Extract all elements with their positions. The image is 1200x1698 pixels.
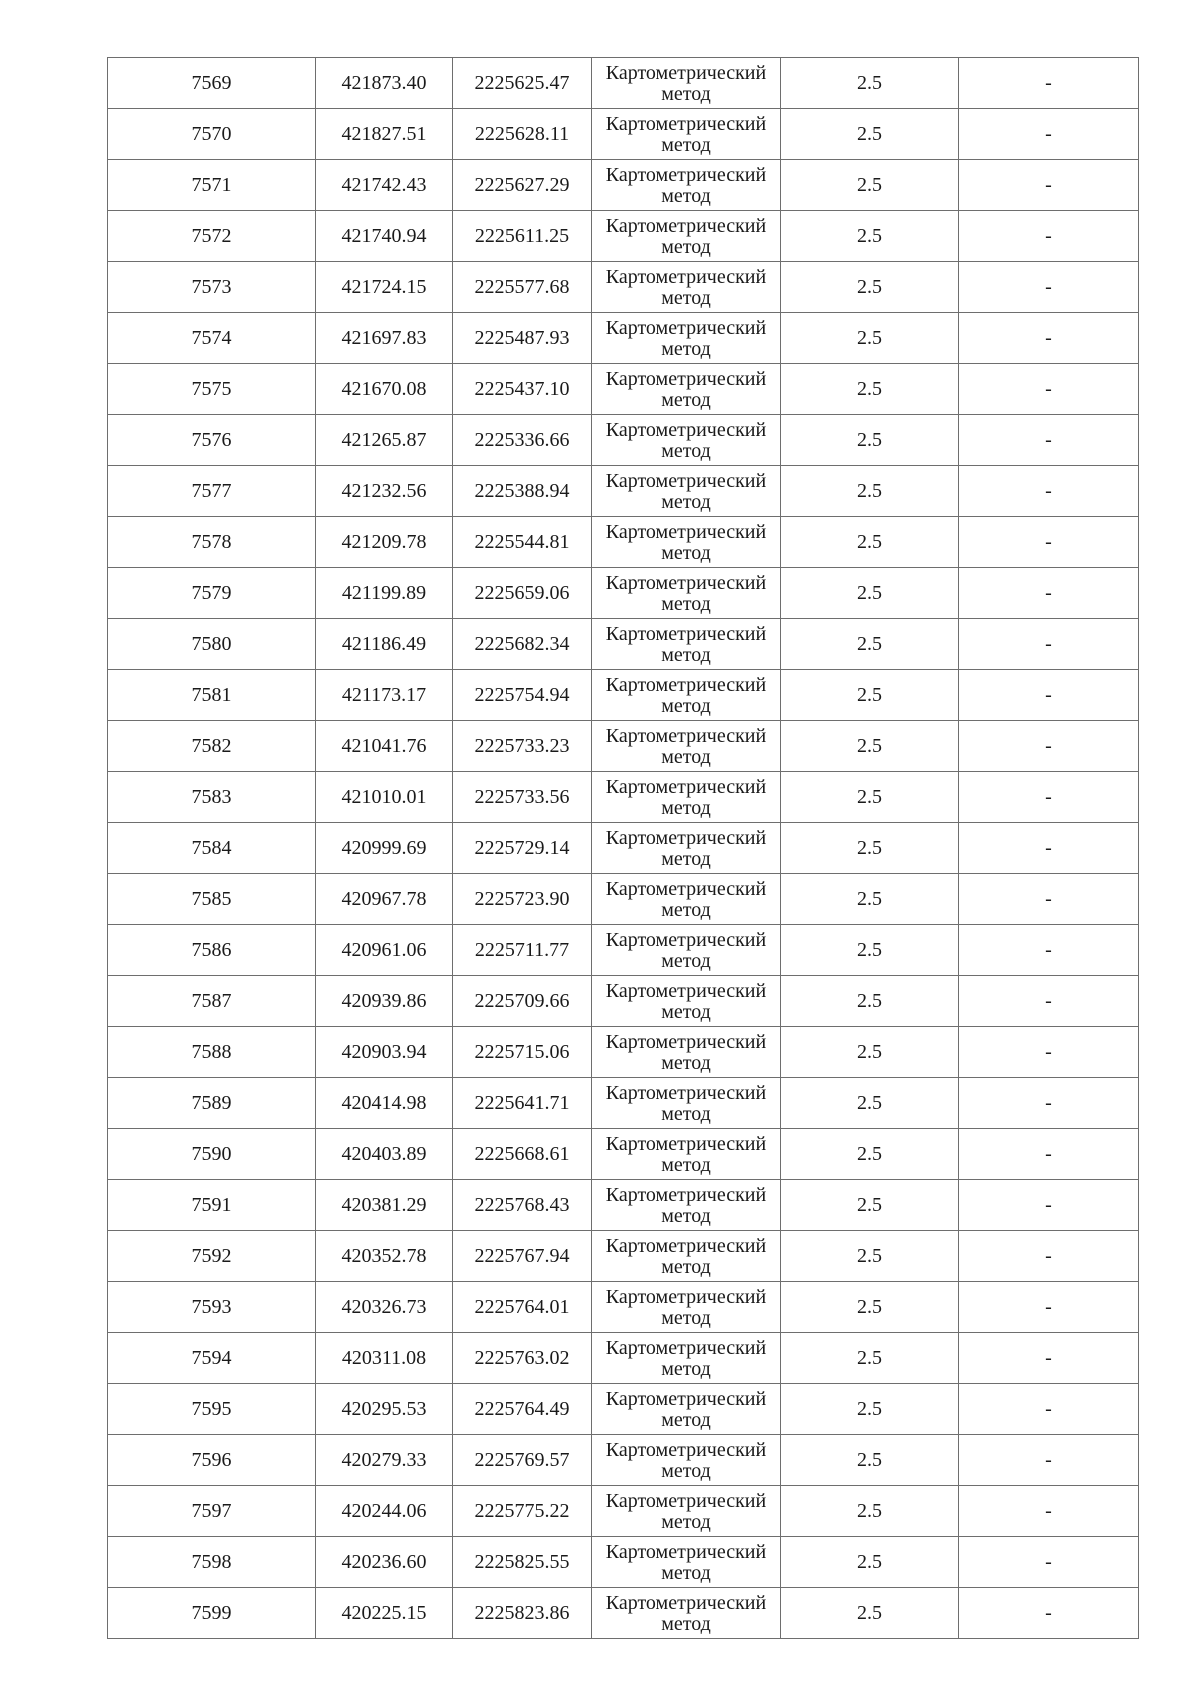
table-row [108, 364, 1139, 415]
x-coordinate-cell: 421265.87 [316, 415, 453, 466]
table-row [108, 1435, 1139, 1486]
method-text-line2: метод [661, 1561, 711, 1584]
point-number-cell: 7574 [108, 313, 316, 364]
y-coordinate-cell: 2225775.22 [453, 1486, 592, 1537]
note-cell: - [959, 160, 1139, 211]
x-coordinate-cell: 420999.69 [316, 823, 453, 874]
method-cell [592, 823, 781, 874]
method-text-line1: Картометрический [605, 1183, 767, 1206]
y-coordinate-cell: 2225723.90 [453, 874, 592, 925]
accuracy-cell: 2.5 [781, 1486, 959, 1537]
accuracy-cell: 2.5 [781, 1129, 959, 1180]
method-cell [592, 109, 781, 160]
method-text-line1: Картометрический [605, 418, 767, 441]
x-coordinate-cell: 420311.08 [316, 1333, 453, 1384]
table-row [108, 1486, 1139, 1537]
method-text-line1: Картометрический [605, 1132, 767, 1155]
method-cell [592, 1129, 781, 1180]
method-cell [592, 721, 781, 772]
table-row [108, 58, 1139, 109]
accuracy-cell: 2.5 [781, 619, 959, 670]
y-coordinate-cell: 2225437.10 [453, 364, 592, 415]
y-coordinate-cell: 2225711.77 [453, 925, 592, 976]
table-row [108, 1231, 1139, 1282]
accuracy-cell: 2.5 [781, 1078, 959, 1129]
point-number-cell: 7591 [108, 1180, 316, 1231]
method-text-line2: метод [661, 235, 711, 258]
method-text-line1: Картометрический [605, 1540, 767, 1563]
table-row [108, 1384, 1139, 1435]
x-coordinate-cell: 420244.06 [316, 1486, 453, 1537]
x-coordinate-cell: 421670.08 [316, 364, 453, 415]
method-cell [592, 1537, 781, 1588]
method-cell [592, 58, 781, 109]
accuracy-cell: 2.5 [781, 364, 959, 415]
method-cell [592, 568, 781, 619]
method-cell [592, 160, 781, 211]
method-text-line1: Картометрический [605, 1387, 767, 1410]
method-cell [592, 1282, 781, 1333]
accuracy-cell: 2.5 [781, 568, 959, 619]
note-cell: - [959, 1384, 1139, 1435]
point-number-cell: 7583 [108, 772, 316, 823]
y-coordinate-cell: 2225823.86 [453, 1588, 592, 1639]
x-coordinate-cell: 420236.60 [316, 1537, 453, 1588]
note-cell: - [959, 109, 1139, 160]
method-text-line1: Картометрический [605, 520, 767, 543]
x-coordinate-cell: 420967.78 [316, 874, 453, 925]
y-coordinate-cell: 2225627.29 [453, 160, 592, 211]
note-cell: - [959, 1333, 1139, 1384]
point-number-cell: 7593 [108, 1282, 316, 1333]
x-coordinate-cell: 421740.94 [316, 211, 453, 262]
accuracy-cell: 2.5 [781, 670, 959, 721]
table-row [108, 772, 1139, 823]
y-coordinate-cell: 2225544.81 [453, 517, 592, 568]
method-text-line1: Картометрический [605, 979, 767, 1002]
point-number-cell: 7596 [108, 1435, 316, 1486]
note-cell: - [959, 415, 1139, 466]
y-coordinate-cell: 2225715.06 [453, 1027, 592, 1078]
point-number-cell: 7586 [108, 925, 316, 976]
table-row [108, 568, 1139, 619]
x-coordinate-cell: 421173.17 [316, 670, 453, 721]
note-cell: - [959, 58, 1139, 109]
table-row [108, 1129, 1139, 1180]
x-coordinate-cell: 421186.49 [316, 619, 453, 670]
accuracy-cell: 2.5 [781, 823, 959, 874]
note-cell: - [959, 670, 1139, 721]
accuracy-cell: 2.5 [781, 1180, 959, 1231]
method-text-line2: метод [661, 82, 711, 105]
point-number-cell: 7569 [108, 58, 316, 109]
y-coordinate-cell: 2225764.01 [453, 1282, 592, 1333]
coordinates-table [107, 57, 1139, 1639]
point-number-cell: 7597 [108, 1486, 316, 1537]
note-cell: - [959, 1027, 1139, 1078]
point-number-cell: 7590 [108, 1129, 316, 1180]
accuracy-cell: 2.5 [781, 1027, 959, 1078]
x-coordinate-cell: 420939.86 [316, 976, 453, 1027]
note-cell: - [959, 1078, 1139, 1129]
method-text-line2: метод [661, 439, 711, 462]
note-cell: - [959, 1231, 1139, 1282]
point-number-cell: 7582 [108, 721, 316, 772]
method-text-line1: Картометрический [605, 1489, 767, 1512]
point-number-cell: 7580 [108, 619, 316, 670]
method-text-line2: метод [661, 796, 711, 819]
table-row [108, 976, 1139, 1027]
point-number-cell: 7589 [108, 1078, 316, 1129]
x-coordinate-cell: 420326.73 [316, 1282, 453, 1333]
x-coordinate-cell: 421209.78 [316, 517, 453, 568]
point-number-cell: 7594 [108, 1333, 316, 1384]
method-text-line2: метод [661, 337, 711, 360]
method-text-line2: метод [661, 1306, 711, 1329]
note-cell: - [959, 1282, 1139, 1333]
x-coordinate-cell: 421199.89 [316, 568, 453, 619]
note-cell: - [959, 517, 1139, 568]
y-coordinate-cell: 2225764.49 [453, 1384, 592, 1435]
y-coordinate-cell: 2225768.43 [453, 1180, 592, 1231]
x-coordinate-cell: 420961.06 [316, 925, 453, 976]
accuracy-cell: 2.5 [781, 211, 959, 262]
method-cell [592, 925, 781, 976]
table-row [108, 109, 1139, 160]
method-text-line2: метод [661, 286, 711, 309]
accuracy-cell: 2.5 [781, 1231, 959, 1282]
table-row [108, 466, 1139, 517]
method-text-line2: метод [661, 1204, 711, 1227]
method-text-line1: Картометрический [605, 316, 767, 339]
y-coordinate-cell: 2225625.47 [453, 58, 592, 109]
point-number-cell: 7595 [108, 1384, 316, 1435]
accuracy-cell: 2.5 [781, 313, 959, 364]
y-coordinate-cell: 2225611.25 [453, 211, 592, 262]
x-coordinate-cell: 421827.51 [316, 109, 453, 160]
method-text-line1: Картометрический [605, 571, 767, 594]
note-cell: - [959, 1435, 1139, 1486]
y-coordinate-cell: 2225729.14 [453, 823, 592, 874]
accuracy-cell: 2.5 [781, 109, 959, 160]
method-text-line1: Картометрический [605, 1081, 767, 1104]
table-row [108, 313, 1139, 364]
accuracy-cell: 2.5 [781, 772, 959, 823]
note-cell: - [959, 466, 1139, 517]
table-row [108, 1180, 1139, 1231]
point-number-cell: 7579 [108, 568, 316, 619]
accuracy-cell: 2.5 [781, 58, 959, 109]
method-text-line1: Картометрический [605, 622, 767, 645]
y-coordinate-cell: 2225388.94 [453, 466, 592, 517]
accuracy-cell: 2.5 [781, 517, 959, 568]
method-text-line1: Картометрический [605, 1234, 767, 1257]
point-number-cell: 7592 [108, 1231, 316, 1282]
method-text-line2: метод [661, 541, 711, 564]
method-text-line1: Картометрический [605, 1438, 767, 1461]
y-coordinate-cell: 2225336.66 [453, 415, 592, 466]
method-cell [592, 1027, 781, 1078]
method-cell [592, 1435, 781, 1486]
method-text-line1: Картометрический [605, 1285, 767, 1308]
note-cell: - [959, 619, 1139, 670]
method-cell [592, 517, 781, 568]
method-cell [592, 874, 781, 925]
method-text-line2: метод [661, 133, 711, 156]
method-text-line2: метод [661, 1408, 711, 1431]
method-text-line2: метод [661, 694, 711, 717]
note-cell: - [959, 874, 1139, 925]
method-text-line1: Картометрический [605, 163, 767, 186]
method-text-line1: Картометрический [605, 61, 767, 84]
point-number-cell: 7584 [108, 823, 316, 874]
method-text-line2: метод [661, 949, 711, 972]
y-coordinate-cell: 2225763.02 [453, 1333, 592, 1384]
y-coordinate-cell: 2225733.23 [453, 721, 592, 772]
point-number-cell: 7571 [108, 160, 316, 211]
y-coordinate-cell: 2225628.11 [453, 109, 592, 160]
accuracy-cell: 2.5 [781, 1384, 959, 1435]
table-row [108, 1588, 1139, 1639]
note-cell: - [959, 211, 1139, 262]
accuracy-cell: 2.5 [781, 160, 959, 211]
x-coordinate-cell: 420352.78 [316, 1231, 453, 1282]
method-cell [592, 1078, 781, 1129]
x-coordinate-cell: 420381.29 [316, 1180, 453, 1231]
note-cell: - [959, 1129, 1139, 1180]
table-row [108, 874, 1139, 925]
table-row [108, 1027, 1139, 1078]
y-coordinate-cell: 2225682.34 [453, 619, 592, 670]
method-cell [592, 211, 781, 262]
y-coordinate-cell: 2225577.68 [453, 262, 592, 313]
note-cell: - [959, 1588, 1139, 1639]
method-text-line1: Картометрический [605, 265, 767, 288]
method-text-line2: метод [661, 1153, 711, 1176]
table-row [108, 1333, 1139, 1384]
y-coordinate-cell: 2225709.66 [453, 976, 592, 1027]
y-coordinate-cell: 2225754.94 [453, 670, 592, 721]
x-coordinate-cell: 420279.33 [316, 1435, 453, 1486]
table-row [108, 670, 1139, 721]
point-number-cell: 7587 [108, 976, 316, 1027]
method-cell [592, 1180, 781, 1231]
method-cell [592, 670, 781, 721]
accuracy-cell: 2.5 [781, 262, 959, 313]
method-text-line1: Картометрический [605, 928, 767, 951]
method-cell [592, 1486, 781, 1537]
table-row [108, 721, 1139, 772]
method-cell [592, 466, 781, 517]
x-coordinate-cell: 421697.83 [316, 313, 453, 364]
accuracy-cell: 2.5 [781, 925, 959, 976]
note-cell: - [959, 364, 1139, 415]
table-row [108, 262, 1139, 313]
note-cell: - [959, 313, 1139, 364]
x-coordinate-cell: 421041.76 [316, 721, 453, 772]
method-text-line2: метод [661, 1000, 711, 1023]
point-number-cell: 7570 [108, 109, 316, 160]
point-number-cell: 7577 [108, 466, 316, 517]
accuracy-cell: 2.5 [781, 466, 959, 517]
note-cell: - [959, 976, 1139, 1027]
table-row [108, 160, 1139, 211]
accuracy-cell: 2.5 [781, 721, 959, 772]
x-coordinate-cell: 420903.94 [316, 1027, 453, 1078]
method-cell [592, 1384, 781, 1435]
x-coordinate-cell: 420403.89 [316, 1129, 453, 1180]
method-text-line1: Картометрический [605, 826, 767, 849]
method-text-line2: метод [661, 745, 711, 768]
method-text-line2: метод [661, 184, 711, 207]
method-text-line2: метод [661, 1510, 711, 1533]
point-number-cell: 7599 [108, 1588, 316, 1639]
note-cell: - [959, 568, 1139, 619]
method-text-line2: метод [661, 643, 711, 666]
accuracy-cell: 2.5 [781, 1282, 959, 1333]
table-row [108, 1078, 1139, 1129]
point-number-cell: 7598 [108, 1537, 316, 1588]
x-coordinate-cell: 420414.98 [316, 1078, 453, 1129]
note-cell: - [959, 721, 1139, 772]
x-coordinate-cell: 421010.01 [316, 772, 453, 823]
accuracy-cell: 2.5 [781, 1588, 959, 1639]
accuracy-cell: 2.5 [781, 874, 959, 925]
point-number-cell: 7585 [108, 874, 316, 925]
accuracy-cell: 2.5 [781, 1435, 959, 1486]
y-coordinate-cell: 2225668.61 [453, 1129, 592, 1180]
method-text-line1: Картометрический [605, 367, 767, 390]
method-cell [592, 364, 781, 415]
method-cell [592, 619, 781, 670]
method-text-line1: Картометрический [605, 1336, 767, 1359]
table-row [108, 925, 1139, 976]
method-cell [592, 1231, 781, 1282]
point-number-cell: 7573 [108, 262, 316, 313]
point-number-cell: 7578 [108, 517, 316, 568]
method-text-line2: метод [661, 1357, 711, 1380]
note-cell: - [959, 772, 1139, 823]
y-coordinate-cell: 2225769.57 [453, 1435, 592, 1486]
accuracy-cell: 2.5 [781, 1333, 959, 1384]
x-coordinate-cell: 421742.43 [316, 160, 453, 211]
x-coordinate-cell: 421873.40 [316, 58, 453, 109]
table-row [108, 517, 1139, 568]
method-text-line2: метод [661, 388, 711, 411]
method-text-line1: Картометрический [605, 877, 767, 900]
method-text-line1: Картометрический [605, 469, 767, 492]
method-text-line1: Картометрический [605, 775, 767, 798]
point-number-cell: 7581 [108, 670, 316, 721]
method-text-line2: метод [661, 1051, 711, 1074]
method-cell [592, 1588, 781, 1639]
coordinates-table-body [108, 58, 1139, 1639]
table-row [108, 619, 1139, 670]
method-cell [592, 415, 781, 466]
note-cell: - [959, 1486, 1139, 1537]
table-row [108, 1282, 1139, 1333]
note-cell: - [959, 1537, 1139, 1588]
method-text-line1: Картометрический [605, 724, 767, 747]
method-text-line2: метод [661, 847, 711, 870]
table-row [108, 211, 1139, 262]
x-coordinate-cell: 421724.15 [316, 262, 453, 313]
y-coordinate-cell: 2225825.55 [453, 1537, 592, 1588]
accuracy-cell: 2.5 [781, 1537, 959, 1588]
method-text-line2: метод [661, 490, 711, 513]
table-row [108, 1537, 1139, 1588]
method-text-line2: метод [661, 592, 711, 615]
method-text-line1: Картометрический [605, 214, 767, 237]
table-row [108, 415, 1139, 466]
accuracy-cell: 2.5 [781, 976, 959, 1027]
point-number-cell: 7575 [108, 364, 316, 415]
y-coordinate-cell: 2225733.56 [453, 772, 592, 823]
method-text-line1: Картометрический [605, 673, 767, 696]
y-coordinate-cell: 2225487.93 [453, 313, 592, 364]
method-text-line2: метод [661, 898, 711, 921]
accuracy-cell: 2.5 [781, 415, 959, 466]
method-text-line2: метод [661, 1255, 711, 1278]
x-coordinate-cell: 420225.15 [316, 1588, 453, 1639]
method-cell [592, 313, 781, 364]
y-coordinate-cell: 2225659.06 [453, 568, 592, 619]
point-number-cell: 7576 [108, 415, 316, 466]
method-cell [592, 1333, 781, 1384]
x-coordinate-cell: 420295.53 [316, 1384, 453, 1435]
table-row [108, 823, 1139, 874]
note-cell: - [959, 262, 1139, 313]
method-text-line2: метод [661, 1459, 711, 1482]
x-coordinate-cell: 421232.56 [316, 466, 453, 517]
method-text-line2: метод [661, 1612, 711, 1635]
method-cell [592, 262, 781, 313]
point-number-cell: 7572 [108, 211, 316, 262]
note-cell: - [959, 1180, 1139, 1231]
method-cell [592, 976, 781, 1027]
note-cell: - [959, 823, 1139, 874]
method-text-line2: метод [661, 1102, 711, 1125]
note-cell: - [959, 925, 1139, 976]
method-cell [592, 772, 781, 823]
method-text-line1: Картометрический [605, 112, 767, 135]
y-coordinate-cell: 2225767.94 [453, 1231, 592, 1282]
point-number-cell: 7588 [108, 1027, 316, 1078]
method-text-line1: Картометрический [605, 1030, 767, 1053]
method-text-line1: Картометрический [605, 1591, 767, 1614]
y-coordinate-cell: 2225641.71 [453, 1078, 592, 1129]
